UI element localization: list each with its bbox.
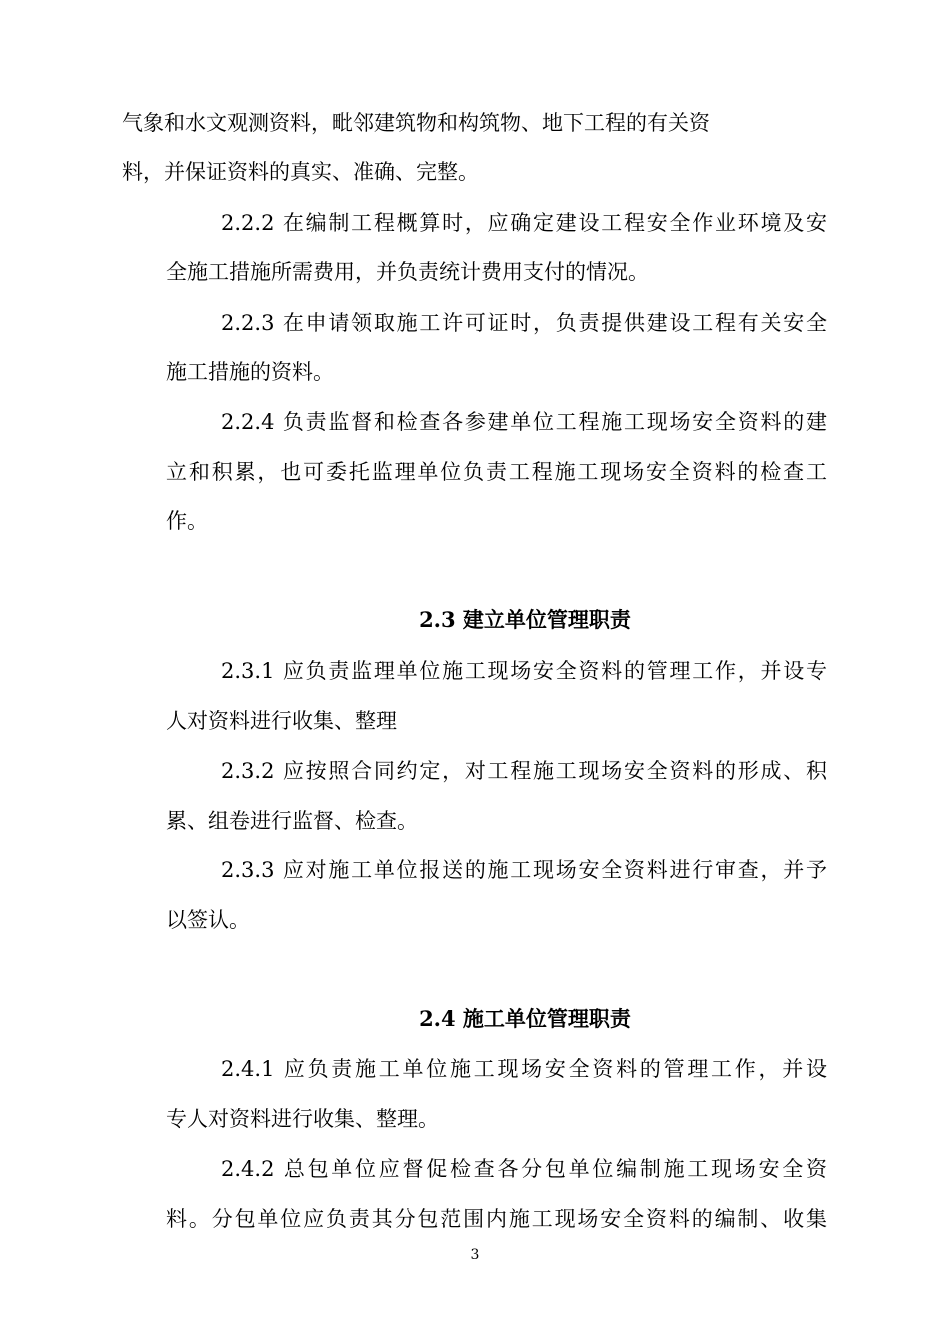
paragraph-line: 累、组卷进行监督、检查。: [166, 809, 418, 833]
paragraph-line: 气象和水文观测资料，毗邻建筑物和构筑物、地下工程的有关资: [122, 111, 710, 135]
section-heading-2-4: 2.4 施工单位管理职责: [419, 1006, 631, 1031]
page-number: 3: [470, 1247, 480, 1263]
paragraph-line: 施工措施的资料。: [166, 360, 334, 384]
paragraph-line: 全施工措施所需费用，并负责统计费用支付的情况。: [166, 260, 649, 284]
paragraph-line: 2.2.4 负责监督和检查各参建单位工程施工现场安全资料的建: [221, 410, 827, 434]
paragraph-line: 作。: [166, 509, 208, 533]
paragraph-line: 2.3.1 应负责监理单位施工现场安全资料的管理工作，并设专: [221, 659, 827, 683]
paragraph-line: 专人对资料进行收集、整理。: [166, 1107, 439, 1131]
paragraph-line: 2.4.1 应负责施工单位施工现场安全资料的管理工作，并设: [221, 1057, 827, 1081]
paragraph-line: 2.2.2 在编制工程概算时，应确定建设工程安全作业环境及安: [221, 211, 827, 235]
paragraph-line: 2.4.2 总包单位应督促检查各分包单位编制施工现场安全资: [221, 1157, 827, 1181]
paragraph-line: 2.3.3 应对施工单位报送的施工现场安全资料进行审查，并予: [221, 858, 827, 882]
paragraph-line: 立和积累，也可委托监理单位负责工程施工现场安全资料的检查工: [166, 460, 827, 484]
paragraph-line: 以签认。: [166, 908, 250, 932]
paragraph-line: 料，并保证资料的真实、准确、完整。: [122, 160, 479, 184]
paragraph-line: 2.2.3 在申请领取施工许可证时，负责提供建设工程有关安全: [221, 311, 827, 335]
paragraph-line: 料。分包单位应负责其分包范围内施工现场安全资料的编制、收集: [166, 1207, 827, 1231]
section-heading-2-3: 2.3 建立单位管理职责: [419, 607, 631, 632]
paragraph-line: 2.3.2 应按照合同约定，对工程施工现场安全资料的形成、积: [221, 759, 827, 783]
paragraph-line: 人对资料进行收集、整理: [166, 709, 397, 733]
